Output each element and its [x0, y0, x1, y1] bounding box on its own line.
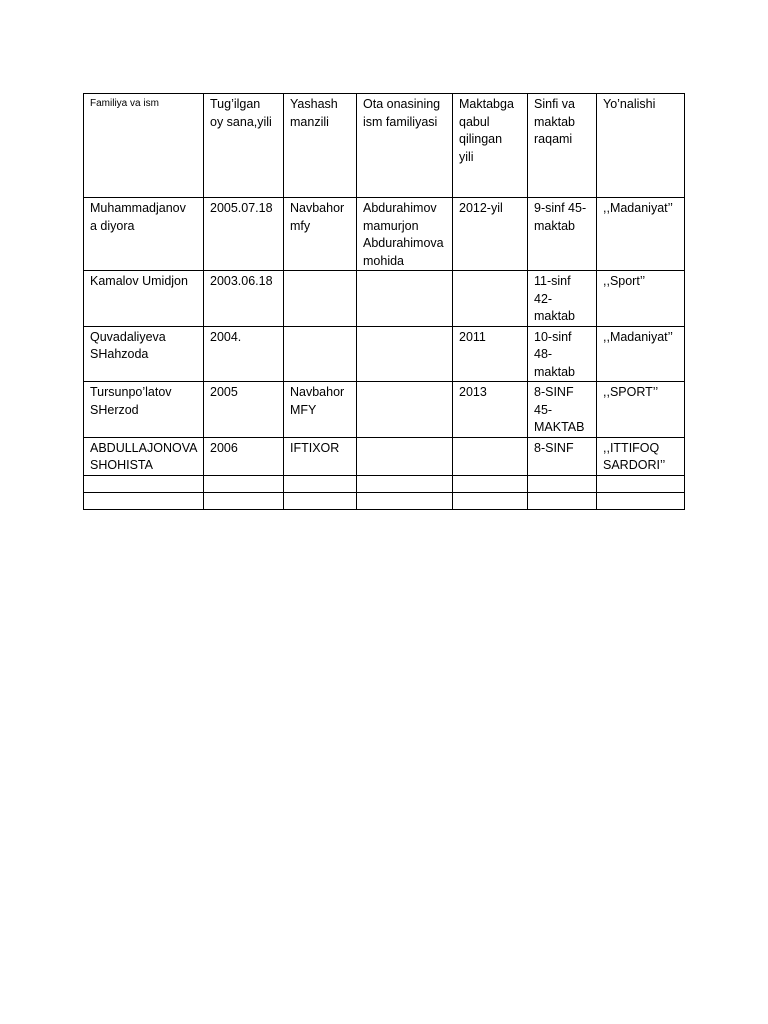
cell-class: 9-sinf 45- maktab [528, 198, 597, 271]
cell-empty [528, 492, 597, 509]
cell-birth: 2003.06.18 [204, 271, 284, 327]
table-row [84, 437, 685, 475]
cell-admission-year: 2011 [453, 326, 528, 382]
table-row-empty [84, 492, 685, 509]
cell-admission-year: 2013 [453, 382, 528, 438]
cell-parents [357, 271, 453, 327]
header-cell-address: Yashash manzili [284, 94, 357, 198]
header-cell-name: Familiya va ism [84, 94, 204, 198]
cell-empty [597, 475, 685, 492]
header-cell-admission-year: Maktabga qabul qilingan yili [453, 94, 528, 198]
header-cell-class: Sinfi va maktab raqami [528, 94, 597, 198]
table-row [84, 326, 685, 382]
cell-empty [204, 475, 284, 492]
cell-name: ABDULLAJONOVA SHOHISTA [84, 437, 204, 475]
cell-class: 11-sinf 42- maktab [528, 271, 597, 327]
cell-name: Tursunpo’latov SHerzod [84, 382, 204, 438]
cell-empty [357, 475, 453, 492]
cell-admission-year: 2012-yil [453, 198, 528, 271]
cell-empty [528, 475, 597, 492]
cell-empty [357, 492, 453, 509]
cell-address: Navbahor MFY [284, 382, 357, 438]
cell-class: 10-sinf 48- maktab [528, 326, 597, 382]
header-cell-parents: Ota onasining ism familiyasi [357, 94, 453, 198]
table-header-row [84, 94, 685, 198]
cell-name: Quvadaliyeva SHahzoda [84, 326, 204, 382]
cell-empty [84, 475, 204, 492]
cell-empty [84, 492, 204, 509]
cell-name: Muhammadjanov a diyora [84, 198, 204, 271]
cell-admission-year [453, 437, 528, 475]
cell-admission-year [453, 271, 528, 327]
cell-birth: 2004. [204, 326, 284, 382]
header-cell-birth: Tug’ilgan oy sana,yili [204, 94, 284, 198]
cell-address: IFTIXOR [284, 437, 357, 475]
table-row-empty [84, 475, 685, 492]
header-cell-direction: Yo’nalishi [597, 94, 685, 198]
cell-parents [357, 326, 453, 382]
cell-empty [453, 475, 528, 492]
cell-direction: ,,ITTIFOQ SARDORI’’ [597, 437, 685, 475]
cell-empty [284, 492, 357, 509]
cell-empty [284, 475, 357, 492]
cell-birth: 2005.07.18 [204, 198, 284, 271]
table-row [84, 382, 685, 438]
cell-direction: ,,Madaniyat’’ [597, 326, 685, 382]
cell-address [284, 326, 357, 382]
student-table [83, 93, 685, 510]
cell-direction: ,,Sport’’ [597, 271, 685, 327]
cell-empty [204, 492, 284, 509]
cell-empty [453, 492, 528, 509]
cell-class: 8-SINF 45- MAKTAB [528, 382, 597, 438]
cell-parents: Abdurahimov mamurjon Abdurahimova mohida [357, 198, 453, 271]
cell-parents [357, 382, 453, 438]
cell-class: 8-SINF [528, 437, 597, 475]
cell-direction: ,,Madaniyat’’ [597, 198, 685, 271]
table-row [84, 198, 685, 271]
cell-address [284, 271, 357, 327]
cell-address: Navbahor mfy [284, 198, 357, 271]
table-row [84, 271, 685, 327]
cell-direction: ,,SPORT’’ [597, 382, 685, 438]
cell-empty [597, 492, 685, 509]
cell-name: Kamalov Umidjon [84, 271, 204, 327]
cell-parents [357, 437, 453, 475]
cell-birth: 2006 [204, 437, 284, 475]
cell-birth: 2005 [204, 382, 284, 438]
